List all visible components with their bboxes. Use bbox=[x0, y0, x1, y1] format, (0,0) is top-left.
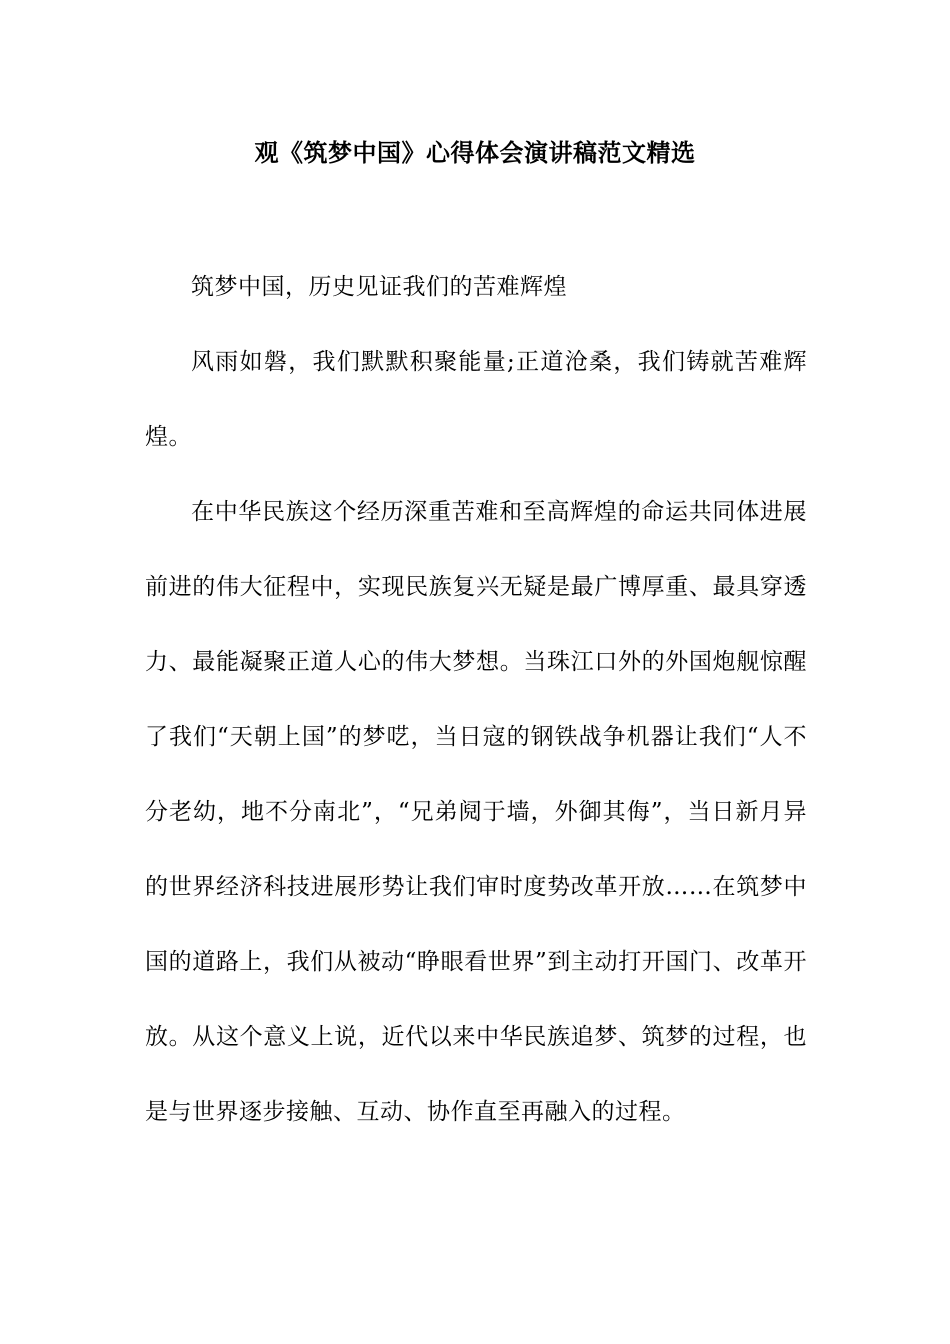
document-body bbox=[145, 250, 807, 1150]
paragraph-subtitle: 筑梦中国，历史见证我们的苦难辉煌 bbox=[191, 274, 567, 300]
paragraph: 风雨如磐，我们默默积聚能量;正道沧桑，我们铸就苦难辉煌。 bbox=[145, 349, 807, 450]
paragraph: 在中华民族这个经历深重苦难和至高辉煌的命运共同体进展前进的伟大征程中，实现民族复兴无疑是最广博厚重、最具穿透力、最能凝聚正道人心的伟大梦想。当珠江口外的外国炮舰惊醒了我们“天朝上国”的梦呓，当日寇的钢铁战争机器让我们“人不分老幼，地不分南北”，“兄弟阋于墙，外御其侮”，当日新月异的世界经济科技进展形势让我们审时度势改革开放……在筑梦中国的道路上，我们从被动“睁眼看世界”到主动打开国门、改革开放。从这个意义上说，近代以来中华民族追梦、筑梦的过程，也是与世界逐步接触、互动、协作直至再融入的过程。 bbox=[145, 499, 807, 1125]
document-title: 观《筑梦中国》心得体会演讲稿范文精选 bbox=[254, 139, 696, 167]
